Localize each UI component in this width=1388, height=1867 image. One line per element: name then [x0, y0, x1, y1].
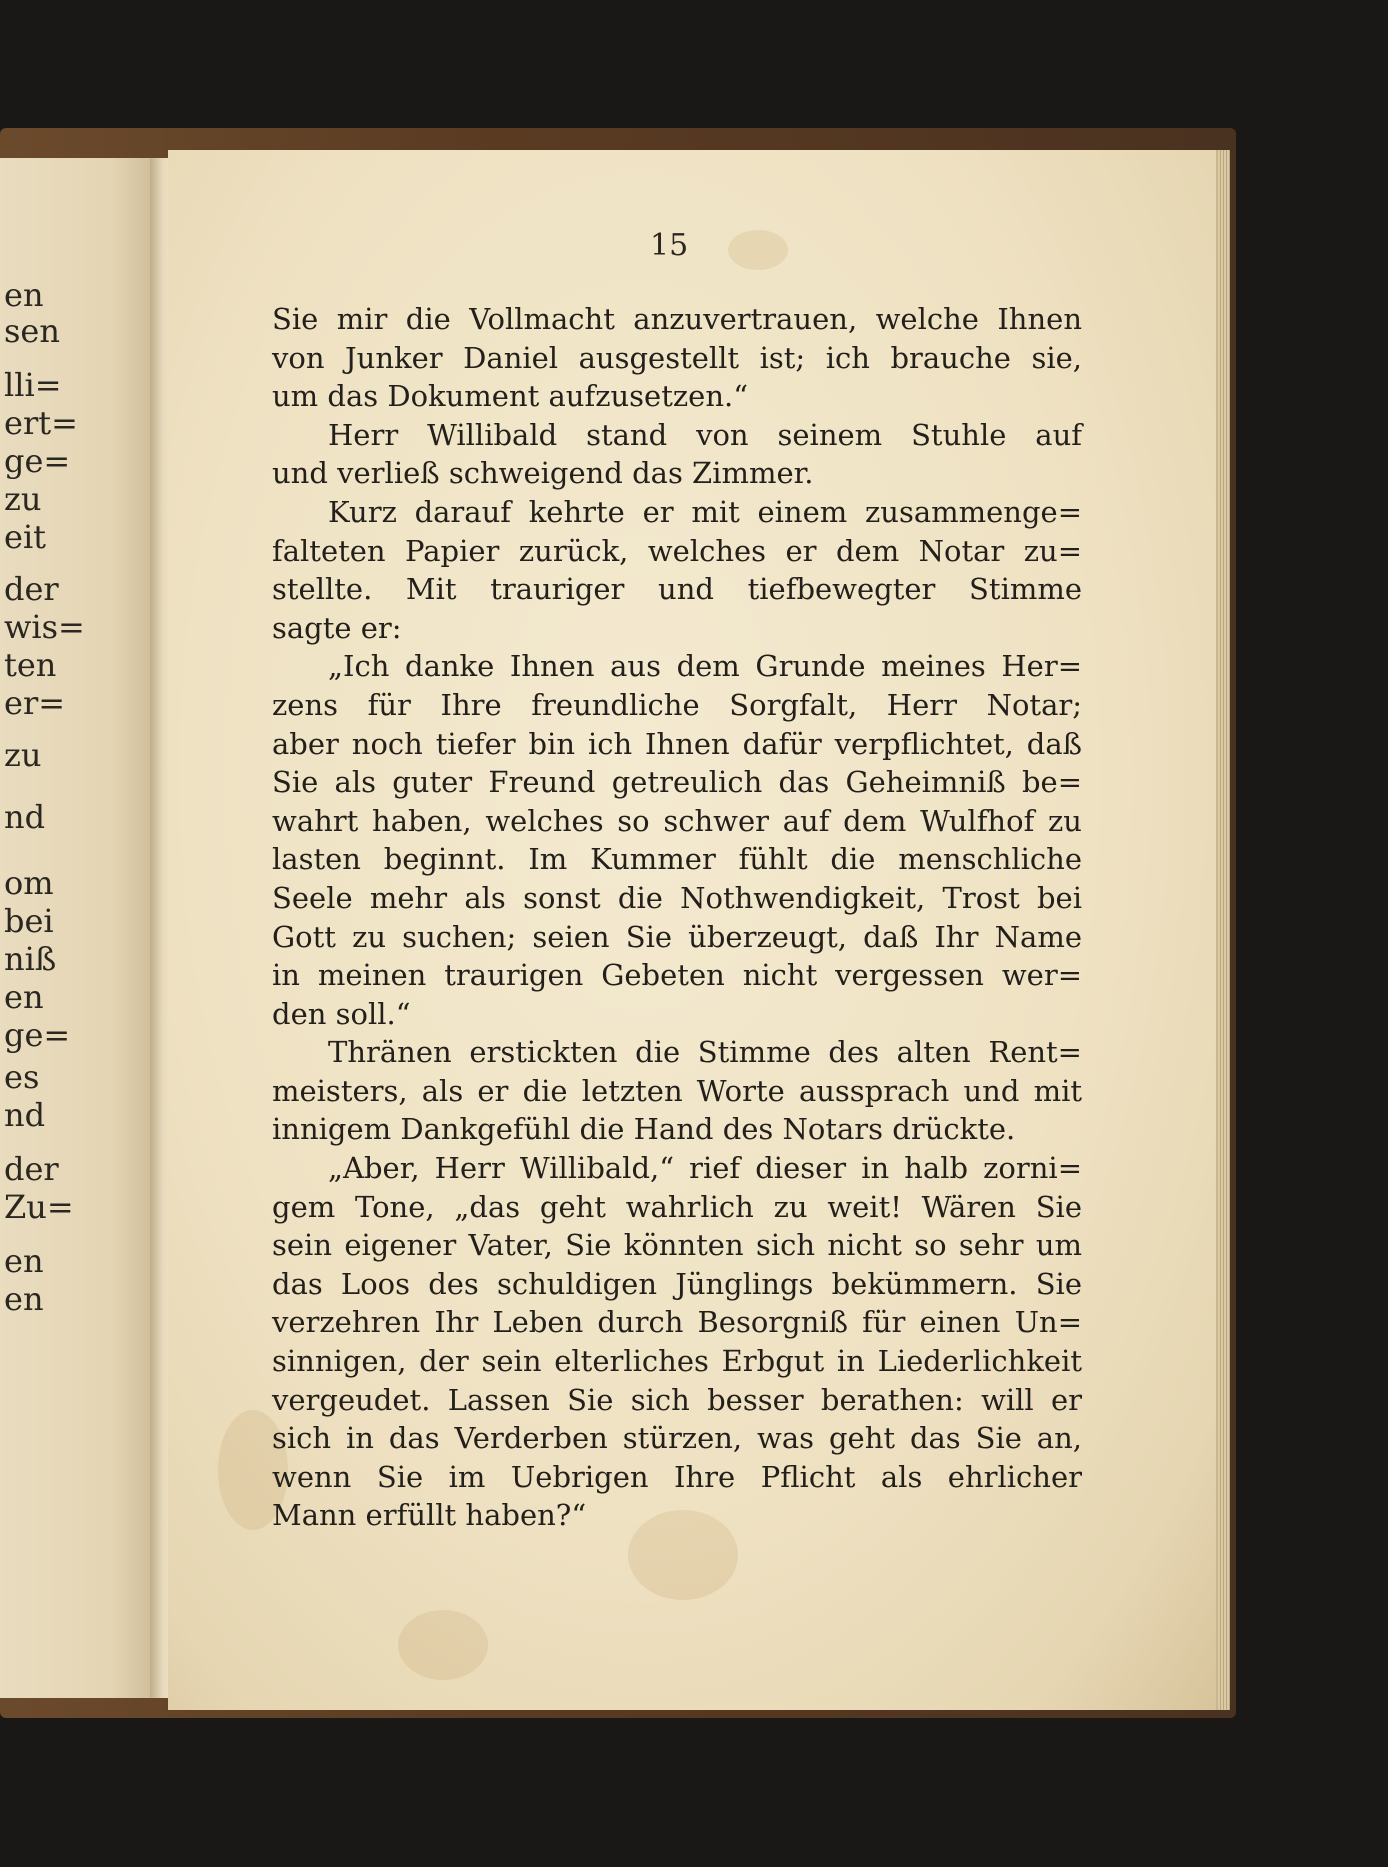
- text-line: gem Tone, „das geht wahrlich zu weit! Wären Sie: [272, 1189, 1082, 1224]
- text-line: Kurz darauf kehrte er mit einem zusammenge=: [328, 494, 1082, 529]
- left-fragment: sen: [4, 312, 60, 350]
- text-line: wenn Sie im Uebrigen Ihre Pflicht als ehrlicher: [272, 1459, 1082, 1494]
- body-text: [272, 300, 1082, 1535]
- text-line: Sie als guter Freund getreulich das Geheimniß be=: [272, 765, 1082, 800]
- left-fragment: bei: [4, 902, 54, 940]
- paper-stain: [728, 230, 788, 270]
- left-fragment: ert=: [4, 404, 78, 442]
- left-fragment: der: [4, 1150, 59, 1188]
- page-number: 15: [650, 228, 689, 263]
- text-line: vergeudet. Lassen Sie sich besser berathen: will er: [272, 1382, 1082, 1417]
- text-line: lasten beginnt. Im Kummer fühlt die menschliche: [272, 842, 1082, 877]
- text-line: Thränen erstickten die Stimme des alten Rent=: [328, 1035, 1082, 1070]
- text-line: Gott zu suchen; seien Sie überzeugt, daß Ihr Name: [272, 919, 1082, 954]
- left-fragment: om: [4, 864, 54, 902]
- text-line: „Ich danke Ihnen aus dem Grunde meines Her=: [328, 649, 1082, 684]
- left-fragment: Zu=: [4, 1188, 74, 1226]
- text-line: meisters, als er die letzten Worte aussprach und mit: [272, 1073, 1082, 1108]
- left-fragment: er=: [4, 684, 66, 722]
- paper-stain: [398, 1610, 488, 1680]
- text-line: und verließ schweigend das Zimmer.: [272, 456, 814, 491]
- text-line: in meinen traurigen Gebeten nicht vergessen wer=: [272, 958, 1082, 993]
- text-line: Seele mehr als sonst die Nothwendigkeit, Trost bei: [272, 880, 1082, 915]
- left-page-edge: [0, 158, 158, 1698]
- left-fragment: ten: [4, 646, 57, 684]
- left-fragment: en: [4, 276, 44, 314]
- left-fragment: niß: [4, 940, 57, 978]
- text-line: um das Dokument aufzusetzen.“: [272, 379, 749, 414]
- left-fragment: es: [4, 1058, 40, 1096]
- left-fragment: en: [4, 1280, 44, 1318]
- text-line: wahrt haben, welches so schwer auf dem Wulfhof zu: [272, 803, 1082, 838]
- text-line: das Loos des schuldigen Jünglings bekümmern. Sie: [272, 1266, 1082, 1301]
- left-fragment: eit: [4, 518, 47, 556]
- left-fragment: ge=: [4, 1016, 71, 1054]
- page-edges: [1218, 150, 1230, 1710]
- text-line: stellte. Mit trauriger und tiefbewegter Stimme: [272, 572, 1082, 607]
- left-fragment: en: [4, 1242, 44, 1280]
- left-page-text-fragments: [0, 158, 85, 1698]
- text-line: falteten Papier zurück, welches er dem Notar zu=: [272, 533, 1082, 568]
- text-line: verzehren Ihr Leben durch Besorgniß für einen Un=: [272, 1305, 1082, 1340]
- text-line: „Aber, Herr Willibald,“ rief dieser in halb zorni=: [328, 1151, 1082, 1186]
- left-fragment: der: [4, 570, 59, 608]
- text-line: zens für Ihre freundliche Sorgfalt, Herr Notar;: [272, 687, 1082, 722]
- text-line: Mann erfüllt haben?“: [272, 1498, 587, 1533]
- left-fragment: lli=: [4, 366, 62, 404]
- text-line: den soll.“: [272, 996, 411, 1031]
- text-line: sagte er:: [272, 610, 402, 645]
- text-line: sich in das Verderben stürzen, was geht das Sie an,: [272, 1421, 1082, 1456]
- text-line: Sie mir die Vollmacht anzuvertrauen, welche Ihnen: [272, 302, 1082, 336]
- left-fragment: wis=: [4, 608, 85, 646]
- text-line: sinnigen, der sein elterliches Erbgut in Liederlichkeit: [272, 1344, 1082, 1379]
- left-fragment: en: [4, 978, 44, 1016]
- text-line: sein eigener Vater, Sie könnten sich nicht so sehr um: [272, 1228, 1082, 1263]
- text-line: aber noch tiefer bin ich Ihnen dafür verpflichtet, daß: [272, 726, 1082, 761]
- left-fragment: zu: [4, 736, 42, 774]
- left-fragment: zu: [4, 480, 42, 518]
- left-fragment: ge=: [4, 442, 71, 480]
- left-fragment: nd: [4, 1096, 46, 1134]
- text-line: innigem Dankgefühl die Hand des Notars drückte.: [272, 1112, 1016, 1147]
- left-fragment: nd: [4, 798, 46, 836]
- text-line: von Junker Daniel ausgestellt ist; ich brauche sie,: [272, 340, 1082, 375]
- text-line: Herr Willibald stand von seinem Stuhle auf: [328, 417, 1082, 452]
